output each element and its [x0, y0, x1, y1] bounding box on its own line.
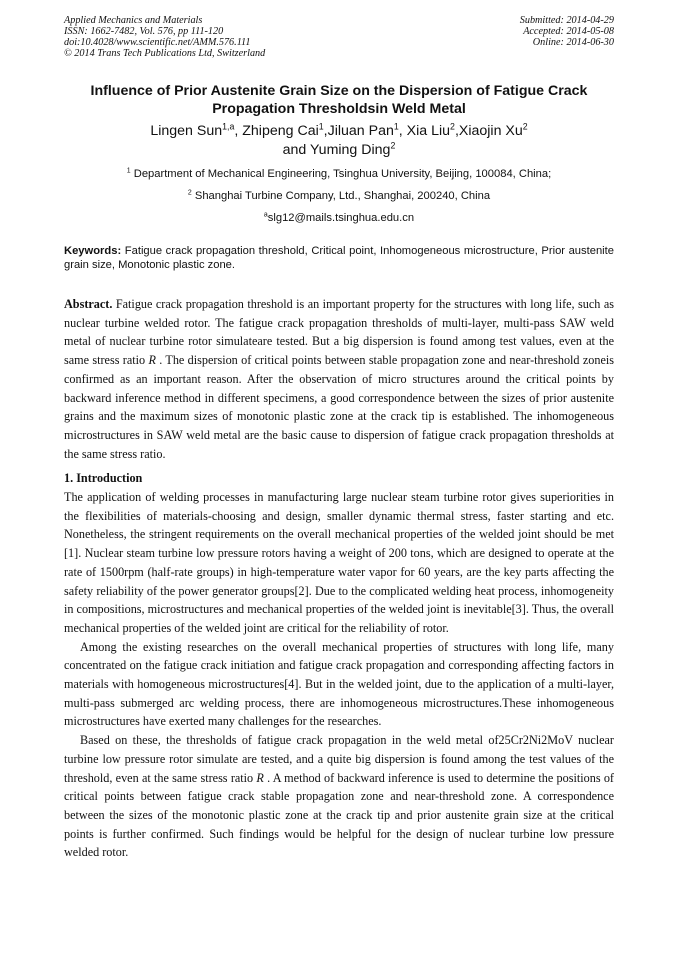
intro-text: . A method of backward inference is used to determine the positions of critical points between fatigue crack stable propagation zone and near-threshold zone. A correspondence between the sizes of the monotonic plastic zone at the crack tip and prior austenite grain size at the critical points is further confirmed. Such findings would be helpful for the design of nuclear turbine low pressure welded rotor. — [64, 770, 614, 860]
abstract-label: Abstract. — [64, 297, 113, 311]
author-sup: 2 — [450, 121, 455, 132]
abstract-text: Fatigue crack propagation threshold is an important property for the structures with long life, such as nuclear turbine welded rotor. The fatigue crack propagation thresholds of multi-layer, multi-pass SAW weld metal of nuclear turbine rotor simulateare tested. But a big dispersion is found among test values, even at the same stress ratio — [64, 297, 614, 368]
aff-sup: 2 — [187, 189, 192, 197]
author-list — [64, 122, 614, 160]
abstract — [64, 295, 614, 463]
stress-ratio-symbol: R — [256, 770, 264, 785]
author-name: ,Xiaojin Xu — [454, 123, 523, 139]
author-sup: 1 — [393, 121, 399, 132]
author-sup: 1,a — [222, 121, 235, 132]
keywords-label: Keywords: — [64, 245, 122, 257]
section-heading: 1. Introduction — [64, 471, 143, 485]
keywords-text: Fatigue crack propagation threshold, Critical point, Inhomogeneous microstructure, Prior austenite grain size, Monotonic plastic zone. — [64, 245, 614, 271]
author-name: , Zhipeng Cai — [234, 123, 319, 139]
intro-paragraph — [64, 731, 614, 862]
intro-paragraph: Among the existing researches on the overall mechanical properties of structures with long life, many concentrated on the fatigue crack initiation and fatigue crack propagation and corresponding affecting factors in materials with homogeneous microstructures[4]. But in the welded joint, due to the application of a multi-layer, multi-pass submerged arc welding process, there are inhomogeneous microstructures.These inhomogeneous microstructures have exerted many challenges for the researches. — [64, 639, 614, 729]
author-email — [64, 211, 614, 225]
paper-title: Influence of Prior Austenite Grain Size on the Dispersion of Fatigue Crack Propagation Thresholdsin Weld Metal — [90, 83, 588, 117]
copyright: © 2014 Trans Tech Publications Ltd, Switzerland — [64, 48, 266, 59]
author-name: ,Jiluan Pan — [323, 123, 394, 139]
accepted-date: Accepted: 2014-05-08 — [523, 26, 614, 37]
journal-name: Applied Mechanics and Materials — [64, 15, 203, 26]
author-sup: 2 — [390, 140, 396, 151]
affiliation-1 — [64, 167, 614, 181]
journal-info — [64, 15, 265, 59]
online-date: Online: 2014-06-30 — [532, 37, 614, 48]
stress-ratio-symbol: R — [148, 353, 156, 368]
keywords — [64, 244, 614, 272]
author-sup: 2 — [522, 121, 528, 132]
author-name: Lingen Sun — [150, 123, 223, 139]
author-name: and Yuming Ding — [282, 142, 391, 158]
introduction-body — [64, 488, 614, 862]
email-sup: a — [263, 211, 268, 219]
publication-dates — [520, 15, 614, 48]
doi: doi:10.4028/www.scientific.net/AMM.576.111 — [64, 37, 251, 48]
aff-text: Department of Mechanical Engineering, Tsinghua University, Beijing, 100084, China; — [130, 168, 552, 180]
affiliation-2 — [64, 189, 614, 203]
issn: ISSN: 1662-7482, Vol. 576, pp 111-120 — [64, 26, 224, 37]
author-name: , Xia Liu — [398, 123, 451, 139]
submitted-date: Submitted: 2014-04-29 — [519, 15, 614, 26]
aff-text: Shanghai Turbine Company, Ltd., Shanghai, 200240, China — [191, 190, 491, 202]
author-sup: 1 — [318, 121, 324, 132]
intro-paragraph: The application of welding processes in manufacturing large nuclear steam turbine rotor gives superiorities in the flexibilities of materials-choosing and design, smaller dynamic thermal stress, faster starting and etc. Nonetheless, the stringent requirements on the overall mechanical properties of the welded joint should be met [1]. Nuclear steam turbine low pressure rotors having a weight of 200 tons, which are designed to operate at the rate of 1500rpm (half-rate groups) in high-temperature water vapor for 60 years, are the key parts affecting the safety reliability of the power generator groups[2]. Due to the complicated welding heat process, inhomogeneity in compositions, microstructures and mechanical properties of the welded joint is inevitable[3]. Thus, the overall mechanical properties of the welded joint are critical for the reliability of rotor. — [64, 490, 614, 635]
email-text: slg12@mails.tsinghua.edu.cn — [267, 212, 415, 224]
aff-sup: 1 — [126, 167, 131, 175]
intro-text: Based on these, the thresholds of fatigue crack propagation in the weld metal of25Cr2Ni2MoV nuclear turbine low pressure rotor simulate are tested, and a quite big dispersion is found among the test values of the threshold, even at the same stress ratio — [64, 733, 614, 785]
abstract-text: . The dispersion of critical points between stable propagation zone and near-threshold zoneis confirmed as an important reason. After the observation of micro structures around the critical points by backward inference method in different specimens, a good correspondence between the sizes of prior austenite grains and the maximum sizes of monotonic plastic zone at the crack tip is established. The inhomogeneous microstructures in SAW weld metal are the basic cause to dispersion of fatigue crack propagation thresholds at the same stress ratio. — [64, 353, 614, 461]
